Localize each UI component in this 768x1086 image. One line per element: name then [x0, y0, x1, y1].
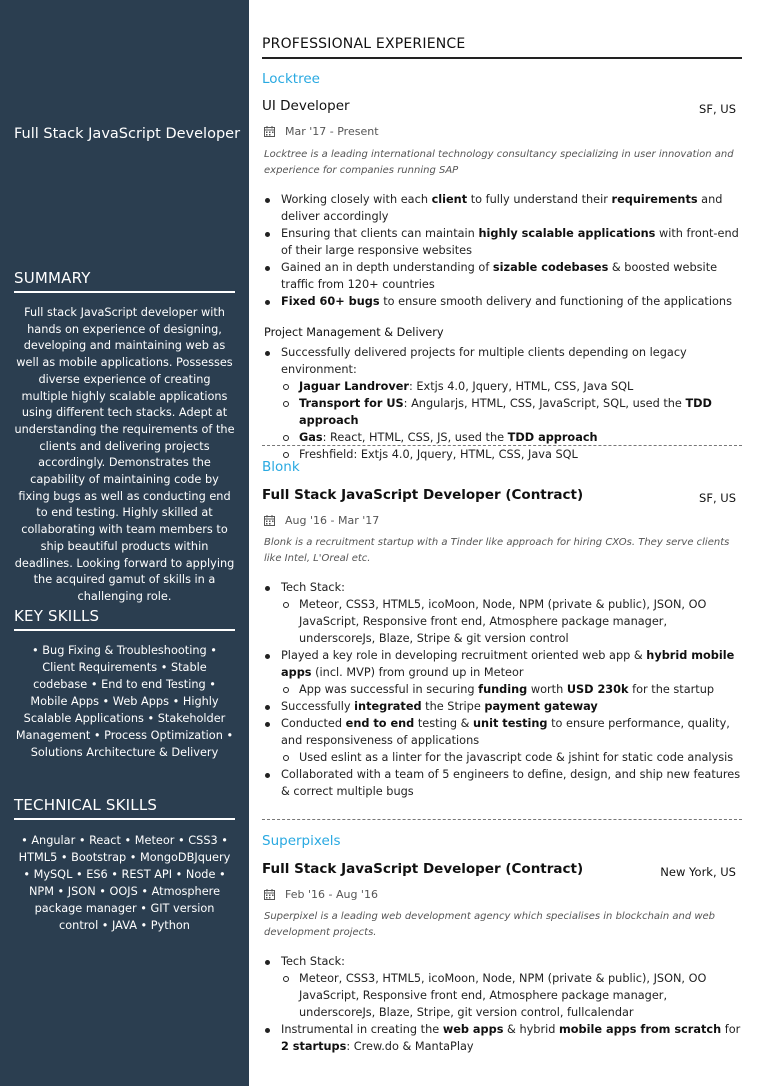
subsection-heading: Project Management & Delivery	[264, 326, 444, 339]
job-title: UI Developer	[262, 98, 350, 114]
responsibilities-list	[264, 953, 742, 1055]
job-title: Full Stack JavaScript Developer (Contract)	[262, 861, 584, 877]
role-title: Full Stack JavaScript Developer	[14, 126, 241, 142]
list-item: Jaguar Landrover: Extjs 4.0, Jquery, HTML, CSS, Java SQL	[281, 378, 742, 395]
date-range: Aug '16 - Mar '17	[285, 514, 380, 527]
list-item: Transport for US: Angularjs, HTML, CSS, JavaScript, SQL, used the TDD approach	[281, 395, 742, 429]
date-range: Feb '16 - Aug '16	[285, 888, 378, 901]
company-description: Blonk is a recruitment startup with a Tinder like approach for hiring CXOs. They serve clients like Intel, L'Oreal etc.	[264, 537, 730, 564]
list-item: Fixed 60+ bugs to ensure smooth delivery and functioning of the applications	[264, 293, 742, 310]
company-description: Superpixel is a leading web development agency which specialises in blockchain and web development projects.	[264, 911, 716, 938]
job-dates	[264, 888, 378, 901]
calendar-icon	[264, 889, 275, 900]
divider	[262, 445, 742, 446]
list-item: Gained an in depth understanding of sizable codebases & boosted website traffic from 120+ countries	[264, 259, 742, 293]
divider	[262, 819, 742, 820]
list-item: Successfully delivered projects for multiple clients depending on legacy environment: Jaguar Landrover: Extjs 4.0, Jquery, HTML, CSS, Java SQL Transport for US: Angularjs, HTML, CSS, JavaScript, SQL, used the TDD approach Gas: React, HTML, CSS, JS, used the TDD approach Freshfield: Extjs 4.0, Jquery, HTML, CSS, Java SQL	[264, 344, 742, 463]
technical-skills-list: • Angular • React • Meteor • CSS3 • HTML5 • Bootstrap • MongoDBJquery • MySQL • ES6 • REST API • Node • NPM • JSON • OOJS • Atmosphere package manager • GIT version control • JAVA • Python	[18, 834, 231, 932]
list-item: App was successful in securing funding worth USD 230k for the startup	[281, 681, 742, 698]
list-item: Working closely with each client to fully understand their requirements and deliver accordingly	[264, 191, 742, 225]
technical-skills-heading: TECHNICAL SKILLS	[14, 796, 235, 820]
job-dates	[264, 514, 379, 527]
list-item: Tech Stack: Meteor, CSS3, HTML5, icoMoon, Node, NPM (private & public), JSON, OO JavaScript, Responsive front end, Atmosphere package manager, underscoreJs, Blaze, Stripe, git version control, fullcalendar	[264, 953, 742, 1021]
company-name: Blonk	[262, 459, 300, 475]
list-item: Instrumental in creating the web apps & hybrid mobile apps from scratch for 2 startups: Crew.do & MantaPlay	[264, 1021, 742, 1055]
company-description: Locktree is a leading international technology consultancy specializing in user innovation and experience for companies running SAP	[264, 149, 734, 176]
list-item: Tech Stack: Meteor, CSS3, HTML5, icoMoon, Node, NPM (private & public), JSON, OO JavaScript, Responsive front end, Atmosphere package manager, underscoreJs, Blaze, Stripe & git version control	[264, 579, 742, 647]
key-skills-heading: KEY SKILLS	[14, 607, 235, 631]
company-name: Superpixels	[262, 833, 341, 849]
job-location: SF, US	[699, 491, 736, 505]
list-item: Ensuring that clients can maintain highly scalable applications with front-end of their large responsive websites	[264, 225, 742, 259]
summary-text: Full stack JavaScript developer with hands on experience of designing, developing and maintaining web as well as mobile applications. Possesses diverse experience of creating multiple highly scalable applications using different tech stacks. Adept at understanding the requirements of the clients and delivering projects accordingly. Demonstrates the capability of maintaining code by fixing bugs as well as conducting end to end testing. Highly skilled at collaborating with team members to ship beautiful products within deadlines. Looking forward to applying the acquired gamut of skills in a challenging role.	[14, 306, 235, 603]
list-item: Successfully integrated the Stripe payment gateway	[264, 698, 742, 715]
job-dates	[264, 125, 379, 138]
responsibilities-list	[264, 191, 742, 310]
list-item: Conducted end to end testing & unit testing to ensure performance, quality, and responsiveness of applications Used eslint as a linter for the javascript code & jshint for static code analysis	[264, 715, 742, 766]
job-location: New York, US	[660, 865, 736, 879]
list-item: Meteor, CSS3, HTML5, icoMoon, Node, NPM (private & public), JSON, OO JavaScript, Responsive front end, Atmosphere package manager, underscoreJs, Blaze, Stripe, git version control, fullcalendar	[281, 970, 742, 1021]
calendar-icon	[264, 126, 275, 137]
professional-experience-heading: PROFESSIONAL EXPERIENCE	[262, 36, 742, 59]
job-title: Full Stack JavaScript Developer (Contract)	[262, 487, 584, 503]
date-range: Mar '17 - Present	[285, 125, 379, 138]
sidebar	[0, 0, 249, 1086]
responsibilities-list	[264, 579, 742, 800]
company-name: Locktree	[262, 71, 320, 87]
list-item: Meteor, CSS3, HTML5, icoMoon, Node, NPM (private & public), JSON, OO JavaScript, Responsive front end, Atmosphere package manager, underscoreJs, Blaze, Stripe & git version control	[281, 596, 742, 647]
list-item: Used eslint as a linter for the javascript code & jshint for static code analysis	[281, 749, 742, 766]
list-item: Collaborated with a team of 5 engineers to define, design, and ship new features & correct multiple bugs	[264, 766, 742, 800]
job-location: SF, US	[699, 102, 736, 116]
key-skills-list: • Bug Fixing & Troubleshooting • Client Requirements • Stable codebase • End to end Testing • Mobile Apps • Web Apps • Highly Scalable Applications • Stakeholder Management • Process Optimization • Solutions Architecture & Delivery	[15, 644, 234, 759]
calendar-icon	[264, 515, 275, 526]
list-item: Gas: React, HTML, CSS, JS, used the TDD approach	[281, 429, 742, 446]
list-item: Played a key role in developing recruitment oriented web app & hybrid mobile apps (incl. MVP) from ground up in Meteor App was successful in securing funding worth USD 230k for the startup	[264, 647, 742, 698]
summary-heading: SUMMARY	[14, 269, 235, 293]
list-item: Freshfield: Extjs 4.0, Jquery, HTML, CSS, Java SQL	[281, 446, 742, 463]
